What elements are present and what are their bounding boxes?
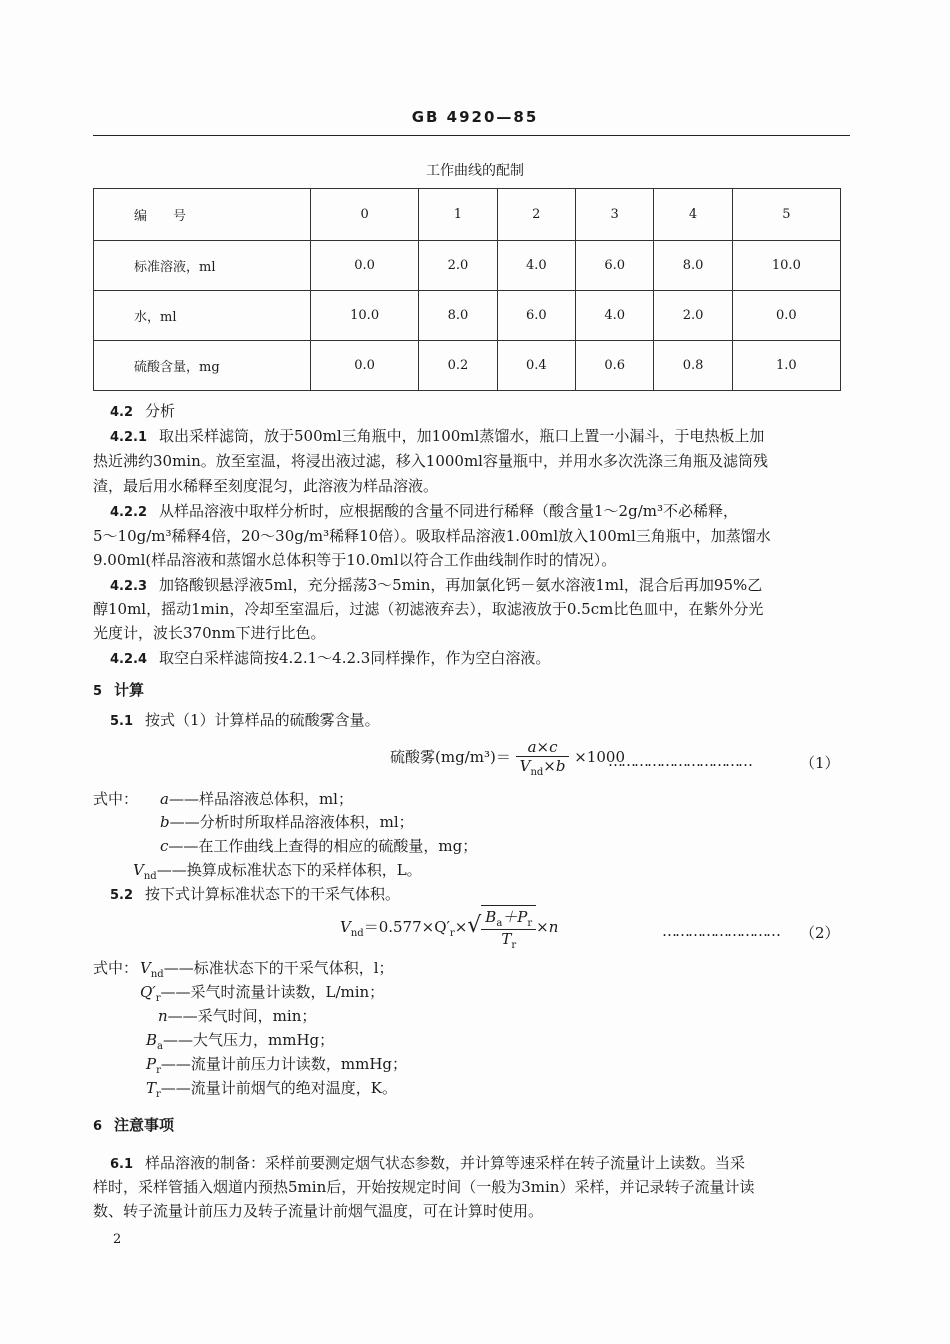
formula-lhs: 硫酸雾(mg/m³)＝ [390, 748, 511, 766]
definition: ——标准状态下的干采气体积，l； [163, 959, 394, 977]
table-cell: 0.0 [311, 241, 419, 291]
section-number: 6 [93, 1119, 103, 1134]
sqrt-icon: √ [467, 913, 482, 938]
section-5-heading [93, 680, 144, 702]
formula-1-label: （1） [800, 754, 840, 772]
den-sub: nd [530, 767, 544, 778]
para-4-2-3-line [110, 575, 762, 597]
symbol: Q′ [140, 983, 156, 1001]
definition: ——换算成标准状态下的采样体积，L。 [156, 861, 422, 879]
para-4-2-1-line [110, 426, 764, 448]
para-text: 按式（1）计算样品的硫酸雾含量。 [145, 711, 380, 729]
table-cell: 10.0 [732, 241, 840, 291]
para-text: 取出采样滤筒，放于500ml三角瓶中，加100ml蒸馏水，瓶口上置一小漏斗，于电热板上加 [159, 427, 765, 445]
num-sub: a [496, 918, 503, 929]
definition-vnd [140, 958, 394, 985]
para-5-1 [110, 710, 380, 732]
formula-1 [390, 738, 625, 778]
formula-2 [340, 905, 558, 951]
table-row [94, 341, 841, 391]
symbol: V [140, 959, 151, 977]
para-4-2-4-line [110, 648, 550, 670]
table-cell: 10.0 [311, 291, 419, 341]
section-number: 4.2.1 [110, 430, 148, 445]
den-var: T [501, 930, 512, 948]
table-header-cell: 1 [419, 189, 497, 241]
para-5-2 [110, 884, 400, 906]
definition-vnd [133, 860, 422, 887]
definition-ba [146, 1030, 334, 1057]
symbol: a [160, 790, 169, 808]
symbol-sub: r [156, 1065, 161, 1076]
table-cell: 0.4 [497, 341, 575, 391]
table-cell: 0.0 [732, 291, 840, 341]
definition: ——分析时所取样品溶液体积，ml； [169, 813, 414, 831]
den-var: V [519, 757, 531, 775]
para-text: 样品溶液的制备：采样前要测定烟气状态参数，并计算等速采样在转子流量计上读数。当采 [145, 1154, 746, 1172]
table-cell: 0.2 [419, 341, 497, 391]
formula-mid: ＝0.577×Q′ [363, 918, 450, 936]
den-sub: r [511, 940, 517, 951]
definition: ——流量计前烟气的绝对温度，K。 [160, 1079, 398, 1097]
para-6-1-line: 数、转子流量计前压力及转子流量计前烟气温度，可在计算时使用。 [93, 1202, 544, 1220]
symbol-sub: r [156, 1089, 161, 1100]
symbol: V [133, 861, 144, 879]
definition: ——采气时流量计读数，L/min； [160, 983, 385, 1001]
table-cell: 0.8 [654, 341, 732, 391]
symbol: P [146, 1055, 157, 1073]
denominator [516, 757, 570, 778]
standard-number-header: GB 4920—85 [411, 108, 539, 126]
table-cell: 0.6 [575, 341, 653, 391]
definition: ——流量计前压力计读数，mmHg； [160, 1055, 408, 1073]
table-header-cell: 编 号 [94, 189, 311, 241]
denominator [481, 930, 536, 951]
plus-sub: r [527, 918, 533, 929]
section-number: 6.1 [110, 1157, 134, 1172]
para-4-2-1-line: 热近沸约30min。放至室温，将浸出液过滤，移入1000ml容量瓶中，并用水多次洗涤三角瓶及滤筒残 [93, 452, 768, 470]
header-rule [93, 135, 850, 136]
table-cell: 8.0 [654, 241, 732, 291]
where-prefix: 式中： [93, 790, 139, 808]
table-cell: 2.0 [654, 291, 732, 341]
para-text: 加铬酸钡悬浮液5ml，充分摇荡3～5min，再加氯化钙－氨水溶液1ml，混合后再加95%乙 [159, 576, 763, 594]
para-6-1-line: 样时，采样管插入烟道内预热5min后，开始按规定时间（一般为3min）采样，并记录转子流量计读 [93, 1178, 755, 1196]
definition-b [160, 812, 414, 832]
definition-tr [146, 1078, 397, 1105]
table-cell: 6.0 [575, 241, 653, 291]
table-cell: 水，ml [94, 291, 311, 341]
para-text: 取空白采样滤筒按4.2.1～4.2.3同样操作，作为空白溶液。 [159, 649, 551, 667]
table-header-cell: 2 [497, 189, 575, 241]
table-cell: 4.0 [575, 291, 653, 341]
definition: ——采气时间，min； [167, 1007, 317, 1025]
section-title: 计算 [114, 681, 145, 699]
definition-c [160, 836, 477, 856]
formula-1-leader: …………………………… [608, 752, 751, 770]
table-cell: 8.0 [419, 291, 497, 341]
para-4-2-2-line: 5～10g/m³稀释4倍，20～30g/m³稀释10倍）。吸取样品溶液1.00ml放入100ml三角瓶中，加蒸馏水 [93, 527, 771, 545]
symbol-sub: r [155, 993, 161, 1004]
times: × [454, 918, 468, 936]
section-title: 注意事项 [114, 1116, 175, 1134]
section-number: 4.2.3 [110, 579, 148, 594]
formula-multiplier: ×1000 [574, 748, 625, 766]
section-6-heading [93, 1115, 174, 1137]
symbol: B [146, 1031, 158, 1049]
definition: ——大气压力，mmHg； [163, 1031, 335, 1049]
formula-tail: ×n [536, 918, 559, 936]
table-cell: 0.0 [311, 341, 419, 391]
definition-pr [146, 1054, 407, 1081]
symbol-sub: nd [150, 969, 164, 980]
symbol: n [158, 1007, 168, 1025]
definition: ——样品溶液总体积，ml； [168, 790, 353, 808]
page-number: 2 [113, 1232, 122, 1247]
definition-a [160, 789, 353, 809]
section-4-2-heading [110, 401, 175, 423]
symbol-sub: a [157, 1041, 163, 1052]
num-plus: ＋P [502, 908, 528, 926]
numerator [481, 906, 536, 930]
definition-n [158, 1006, 316, 1026]
symbol: T [146, 1079, 157, 1097]
formula-2-leader: ……………………… [662, 922, 779, 940]
symbol-sub: nd [143, 871, 157, 882]
section-number: 5.2 [110, 888, 134, 903]
section-number: 4.2.2 [110, 505, 148, 520]
formula-2-label: （2） [800, 924, 840, 942]
para-4-2-2-line [110, 501, 738, 523]
section-number: 4.2 [110, 405, 134, 420]
section-number: 5 [93, 684, 103, 699]
table-cell: 4.0 [497, 241, 575, 291]
section-number: 5.1 [110, 714, 134, 729]
lhs-sub: nd [350, 928, 364, 939]
symbol: b [160, 813, 170, 831]
section-title: 分析 [145, 402, 176, 420]
table-header-row [94, 189, 841, 241]
definition: ——在工作曲线上查得的相应的硫酸量，mg； [168, 837, 478, 855]
table-row [94, 241, 841, 291]
para-4-2-1-line: 渣，最后用水稀释至刻度混匀，此溶液为样品溶液。 [93, 477, 439, 495]
table-header-cell: 0 [311, 189, 419, 241]
para-text: 从样品溶液中取样分析时，应根据酸的含量不同进行稀释（酸含量1～2g/m³不必稀释， [159, 502, 738, 520]
num-var: B [485, 908, 497, 926]
symbol: c [160, 837, 169, 855]
table-cell: 硫酸含量，mg [94, 341, 311, 391]
section-number: 4.2.4 [110, 652, 148, 667]
table-cell: 1.0 [732, 341, 840, 391]
para-6-1-line [110, 1153, 745, 1175]
numerator: a×c [516, 738, 570, 757]
definition-qr [140, 982, 384, 1009]
sqrt-fraction [481, 905, 536, 951]
table-header-cell: 3 [575, 189, 653, 241]
table-cell: 2.0 [419, 241, 497, 291]
mid-sub: r [449, 928, 455, 939]
table-header-cell: 4 [654, 189, 732, 241]
table-cell: 6.0 [497, 291, 575, 341]
para-4-2-2-line: 9.00ml(样品溶液和蒸馏水总体积等于10.0ml以符合工作曲线制作时的情况）。 [93, 551, 617, 569]
para-4-2-3-line: 醇10ml，摇动1min，冷却至室温后，过滤（初滤液弃去），取滤液放于0.5cm比色皿中，在紫外分光 [93, 600, 764, 618]
den-rest: ×b [543, 757, 566, 775]
para-4-2-3-line: 光度计，波长370nm下进行比色。 [93, 624, 326, 642]
where-prefix: 式中： [93, 959, 139, 977]
table-cell: 标准溶液，ml [94, 241, 311, 291]
table-header-cell: 5 [732, 189, 840, 241]
formula-lhs: V [340, 918, 351, 936]
formula-fraction [516, 738, 570, 778]
calibration-table [93, 188, 841, 391]
table-caption: 工作曲线的配制 [426, 163, 524, 179]
table-row [94, 291, 841, 341]
para-text: 按下式计算标准状态下的干采气体积。 [145, 885, 401, 903]
